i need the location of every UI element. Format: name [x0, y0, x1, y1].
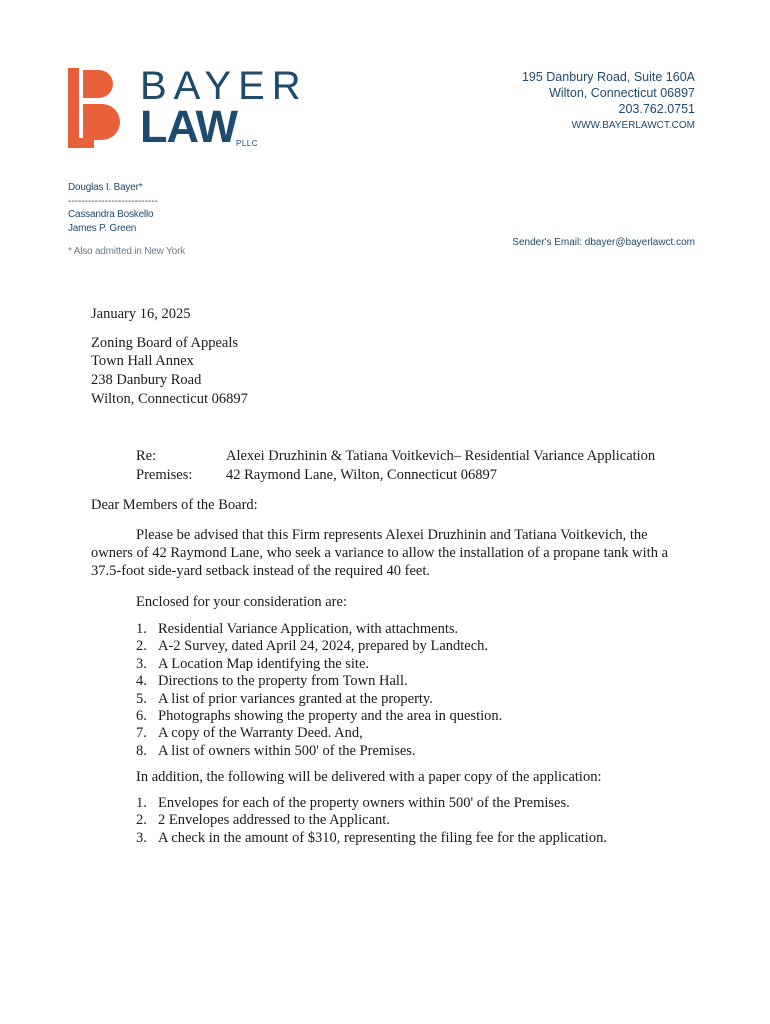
list-item-text: A list of prior variances granted at the property.	[158, 690, 433, 707]
re-value: Alexei Druzhinin & Tatiana Voitkevich– Residential Variance Application	[226, 448, 656, 464]
body-paragraph: Please be advised that this Firm represents Alexei Druzhinin and Tatiana Voitkevich, the owners of 42 Raymond Lane, who seek a variance to allow the installation of a propane tank with a 37.5-foot side-yard setback instead of the required 40 feet.	[91, 527, 669, 579]
sender-email[interactable]: Sender's Email: dbayer@bayerlawct.com	[512, 237, 695, 248]
paper-copy-list	[136, 795, 607, 847]
logo-wordmark-law: LAW	[140, 101, 237, 152]
address-line-1: 195 Danbury Road, Suite 160A	[521, 70, 695, 84]
recipient-line: 238 Danbury Road	[91, 372, 202, 388]
re-label: Re:	[136, 448, 157, 464]
website-link[interactable]: WWW.BAYERLAWCT.COM	[571, 120, 695, 131]
logo-plc: PLLC	[236, 139, 259, 148]
list-item-text: A-2 Survey, dated April 24, 2024, prepared by Landtech.	[158, 638, 489, 655]
address-line-2: Wilton, Connecticut 06897	[549, 86, 695, 100]
list-item: 2. 2 Envelopes addressed to the Applicant.	[136, 812, 390, 829]
logo-wordmark-bayer: BAYER	[140, 64, 308, 108]
list-item-text: 2 Envelopes addressed to the Applicant.	[158, 812, 390, 829]
list-item-text: A list of owners within 500' of the Premises.	[158, 742, 416, 759]
salutation: Dear Members of the Board:	[91, 497, 258, 513]
list-item-text: Residential Variance Application, with attachments.	[158, 621, 459, 637]
list-item: 7. A copy of the Warranty Deed. And,	[136, 725, 363, 742]
list-item: 6. Photographs showing the property and the area in question.	[136, 708, 503, 725]
list-item-text: A check in the amount of $310, representing the filing fee for the application.	[158, 829, 607, 846]
recipient-line: Wilton, Connecticut 06897	[91, 391, 248, 407]
list-item-text: A Location Map identifying the site.	[158, 655, 370, 672]
letter-date: January 16, 2025	[91, 306, 191, 322]
list-item: 4. Directions to the property from Town Hall.	[136, 673, 408, 690]
attorney-name: James P. Green	[68, 223, 137, 234]
list-item-text: Directions to the property from Town Hall.	[158, 673, 408, 690]
bayer-law-logo-icon	[68, 68, 124, 148]
attorney-name: Douglas I. Bayer*	[68, 182, 143, 193]
recipient-line: Town Hall Annex	[91, 353, 194, 369]
list-item: 1. Envelopes for each of the property owners within 500' of the Premises.	[136, 795, 570, 811]
list-item: 8. A list of owners within 500' of the Premises.	[136, 742, 416, 759]
list-item: 1. Residential Variance Application, with attachments.	[136, 621, 459, 637]
list-item: 3. A Location Map identifying the site.	[136, 655, 370, 672]
paper-copy-intro: In addition, the following will be delivered with a paper copy of the application:	[136, 769, 602, 785]
admission-note: * Also admitted in New York	[68, 246, 185, 257]
recipient-line: Zoning Board of Appeals	[91, 335, 238, 351]
list-item: 3. A check in the amount of $310, representing the filing fee for the application.	[136, 829, 607, 846]
enclosures-intro: Enclosed for your consideration are:	[136, 594, 347, 610]
attorney-separator: ---------------------------	[68, 196, 158, 207]
list-item-text: Photographs showing the property and the area in question.	[158, 708, 503, 725]
list-item: 2. A-2 Survey, dated April 24, 2024, prepared by Landtech.	[136, 638, 489, 655]
enclosures-list	[136, 621, 502, 760]
list-item-text: Envelopes for each of the property owners within 500' of the Premises.	[158, 795, 570, 811]
list-item: 5. A list of prior variances granted at the property.	[136, 690, 433, 707]
phone-number: 203.762.0751	[618, 102, 695, 116]
premises-label: Premises:	[136, 467, 193, 483]
list-item-text: A copy of the Warranty Deed. And,	[158, 725, 363, 742]
premises-value: 42 Raymond Lane, Wilton, Connecticut 06897	[226, 467, 497, 483]
attorney-name: Cassandra Boskello	[68, 209, 154, 220]
